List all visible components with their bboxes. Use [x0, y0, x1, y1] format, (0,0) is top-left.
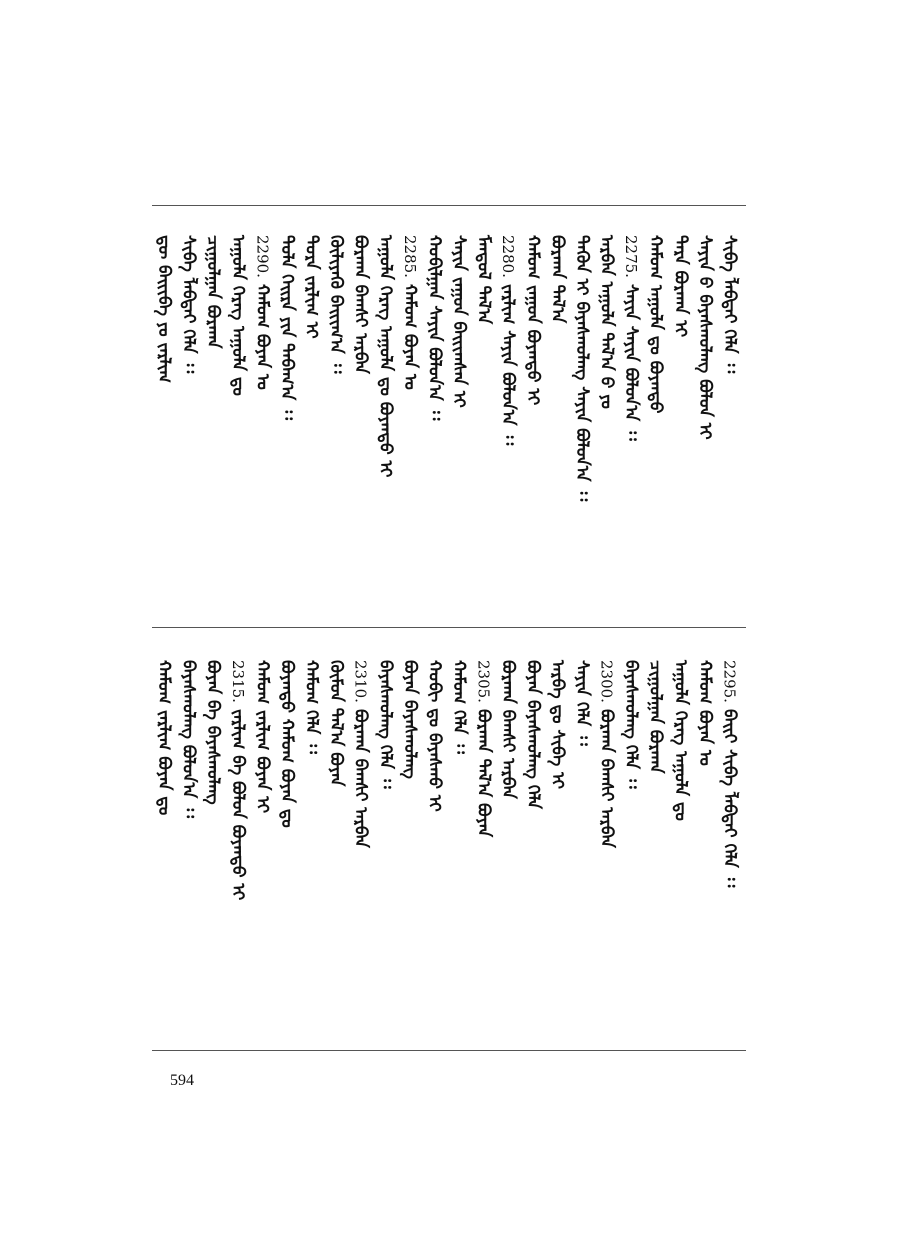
line-text: ᠪᠠᠢᠢ ᠰᠢᠪᠠ ᠯᠠᠪᠲᠠᠢ ᠬᠡᠯᠡ ᠄᠄ [719, 708, 740, 888]
line-number: 2310. [351, 660, 370, 703]
line-text: ᠬᠠᠮᠤᠭ ᠬᠡᠯᠡ ᠄᠄ [449, 660, 469, 754]
verse-line [498, 235, 518, 445]
verse-line [351, 235, 371, 374]
verse-section-top [152, 235, 746, 595]
line-number: 2290. [253, 235, 272, 278]
verse-line [326, 660, 346, 786]
verse-line [179, 660, 199, 818]
line-text: ᠬᠠᠮᠤᠭ ᠠᠭᠤᠯᠠ ᠳᠤ ᠪᠤᠶᠠᠨᠲᠤ [645, 235, 666, 414]
line-text: ᠬᠠᠮᠤᠭ ᠪᠤᠶᠠᠨ ᠤ [399, 283, 420, 390]
verse-line [154, 235, 174, 383]
line-text: ᠴᠢᠭᠤᠯᠭᠠᠨ ᠪᠤᠷᠬᠠᠨ [203, 235, 224, 349]
verse-line [351, 660, 371, 848]
verse-line [375, 235, 395, 477]
verse-line [203, 235, 223, 349]
line-text: ᠠᠭᠤᠯᠠ ᠬᠡᠷᠡᠭ ᠠᠭᠤᠯᠠ ᠳᠤ [227, 235, 248, 396]
verse-line [498, 660, 518, 799]
line-text: ᠮᠠᠨᠳᠤᠯ ᠲᠠᠯ᠎ᠠ [473, 235, 494, 325]
verse-line [400, 660, 420, 779]
line-text: ᠬᠤᠪᠢᠯᠭᠠᠨ ᠰᠠᠶᠢᠨ ᠪᠤᠯᠤᠨ᠎ᠠ ᠄᠄ [424, 235, 445, 421]
line-text: ᠪᠤᠶᠠᠨ ᠪᠠ ᠪᠠᠶᠠᠰᠬᠤᠯᠠᠩ [203, 660, 224, 805]
verse-line [547, 235, 567, 323]
line-text: ᠰᠢᠪᠠ ᠯᠠᠪᠲᠠᠢ ᠬᠡᠯᠡ ᠄᠄ [178, 235, 199, 374]
verse-line [424, 235, 444, 420]
line-text: ᠪᠤᠷᠬᠠᠨ ᠲᠠᠯ᠎ᠠ [547, 235, 568, 324]
line-text: ᠰᠢᠪᠠ ᠯᠠᠪᠲᠠᠢ ᠬᠡᠯᠡ ᠄᠄ [719, 235, 740, 374]
line-text: ᠠᠭᠤᠯᠠ ᠬᠡᠷᠡᠭ ᠠᠭᠤᠯᠠ ᠳᠤ [670, 660, 691, 821]
line-number: 2280. [499, 235, 518, 278]
verse-line [597, 660, 617, 848]
line-text: ᠰᠠᠶᠢᠨ ᠪ ᠪᠠᠶᠠᠰᠬᠤᠯᠠᠩ ᠪᠤᠯᠤᠨ ᠢ [694, 235, 715, 440]
line-text: ᠲᠤᠯᠠ ᠬᠡᠢᠷᠡ ᠶᠢᠨ ᠳᠠᠪᠠᠭ᠎ᠠ ᠄᠄ [276, 235, 297, 421]
verse-line [523, 235, 543, 405]
line-text: ᠪᠤᠷᠬᠠᠨ ᠪᠠᠭᠰᠢ ᠠᠷᠪᠠᠨ [350, 235, 371, 374]
verse-line [375, 660, 395, 789]
line-number: 2305. [474, 660, 493, 703]
verse-line [646, 660, 666, 774]
verse-line [670, 660, 690, 821]
verse-line [203, 660, 223, 805]
line-text: ᠪᠤᠶᠠᠨ ᠪᠠᠶᠠᠰᠬᠤᠯᠠᠩ ᠬᠡᠯᠡ [522, 660, 543, 810]
line-text: ᠬᠠᠮᠤᠭ ᠪᠤᠶᠠᠨ ᠤ [694, 660, 715, 766]
line-text: ᠪᠠᠶᠠᠰᠬᠤᠯᠠᠩ ᠪᠤᠯᠤᠨ᠎ᠠ ᠄᠄ [178, 660, 199, 818]
line-text: ᠰᠠᠶᠢᠨ ᠬᠡᠯᠡ ᠄᠄ [571, 660, 592, 746]
verse-line [154, 660, 174, 815]
line-text: ᠠᠷᠪᠠᠨ ᠠᠭᠤᠯᠠ ᠲᠠᠯ᠎ᠠ ᠪ ᠶᠤ [596, 235, 617, 409]
verse-line [228, 660, 248, 900]
line-text: ᠬᠠᠮᠤᠭ ᠵᠠᠭᠤᠨ ᠪᠤᠶᠠᠨᠲᠤ ᠢ [522, 235, 543, 406]
verse-line [621, 235, 641, 441]
verse-line [646, 235, 666, 413]
line-text: ᠬᠠᠮᠤᠭ ᠵᠠᠷᠯᠢᠭ ᠪᠤᠶᠠᠨ ᠳᠤ [154, 660, 174, 816]
verse-line [179, 235, 199, 373]
line-text: ᠴᠢᠭᠤᠯᠭᠠᠨ ᠪᠤᠷᠬᠠᠨ [645, 660, 666, 774]
line-text: ᠪᠤᠷᠬᠠᠨ ᠪᠠᠭᠰᠢ ᠠᠷᠪᠠᠨ [350, 708, 371, 848]
middle-divider [152, 627, 746, 628]
line-text: ᠪᠠᠶᠠᠰᠬᠤᠯᠠᠩ ᠬᠡᠯᠡ ᠄᠄ [375, 660, 396, 789]
verse-section-bottom [152, 660, 746, 1020]
line-text: ᠬᠦᠮᠦᠨ ᠲᠠᠯ᠎ᠠ ᠪᠤᠶᠠᠨ [326, 660, 347, 787]
verse-line [449, 235, 469, 408]
verse-line [326, 235, 346, 374]
line-text: ᠪᠤᠷᠬᠠᠨ ᠪᠠᠭᠰᠢ ᠠᠷᠪᠠᠨ [596, 708, 617, 848]
line-text: ᠬᠤᠪᠢ ᠳᠤ ᠪᠠᠶᠠᠰᠬᠤ ᠢ [424, 660, 445, 812]
line-text: ᠬᠠᠮᠤᠭ ᠬᠡᠯᠡ ᠄᠄ [301, 660, 322, 754]
verse-line [400, 235, 420, 390]
line-number: 2315. [228, 660, 247, 703]
line-text: ᠪᠤᠶᠠᠨᠲᠤ ᠬᠠᠮᠤᠭ ᠪᠤᠶᠠᠨ ᠳᠤ [276, 660, 297, 828]
verse-line [302, 235, 322, 339]
line-text: ᠬᠠᠮᠤᠭ ᠪᠤᠶᠠᠨ ᠤ [252, 283, 273, 390]
line-text: ᠬᠠᠮᠤᠭ ᠵᠠᠷᠯᠢᠭ ᠪᠤᠶᠠᠨ ᠢ [252, 660, 273, 814]
page-number: 594 [170, 1072, 194, 1089]
verse-line [572, 235, 592, 501]
line-text: ᠪᠤᠷᠬᠠᠨ ᠲᠠᠯ᠎ᠠ ᠪᠤᠶᠠᠨ [473, 708, 494, 838]
verse-line [474, 660, 494, 837]
verse-line [449, 660, 469, 754]
line-text: ᠵᠠᠷᠯᠢᠭ ᠪᠠ ᠪᠤᠯᠤᠨ ᠪᠤᠶᠠᠨᠲᠤ ᠢ [227, 708, 248, 901]
verse-line [719, 235, 739, 373]
line-text: ᠳᠦ ᠪᠠᠢᠢᠪᠠ ᠶᠤ ᠵᠠᠷᠯᠢᠭ [154, 235, 174, 383]
verse-line [252, 235, 272, 390]
line-text: ᠰᠠᠶᠢᠨ ᠵᠠᠭᠤᠨ ᠪᠠᠢᠢᠭᠰᠠᠨ ᠢ [449, 235, 469, 408]
line-text: ᠬᠦᠯᠢᠶᠡᠬᠦ ᠪᠠᠢᠢᠭ᠎ᠠ ᠄᠄ [326, 235, 347, 374]
line-text: ᠰᠠᠶᠢᠨ ᠰᠠᠶᠢᠨ ᠪᠤᠯᠤᠨ᠎ᠠ ᠄᠄ [621, 283, 642, 441]
verse-line [695, 660, 715, 766]
line-text: ᠠᠷᠪᠠ ᠳᠤ ᠰᠢᠪᠠ ᠢ [547, 660, 568, 789]
verse-line [228, 235, 248, 396]
line-text: ᠳᠤᠷᠠ ᠵᠠᠷᠯᠢᠭ ᠢ [301, 235, 322, 339]
line-number: 2285. [400, 235, 419, 278]
line-text: ᠲᠡᠷᠡ ᠪᠤᠷᠬᠠᠨ ᠢ [670, 235, 691, 338]
verse-line [597, 235, 617, 409]
line-text: ᠲᠡᠭᠦᠨ ᠢ ᠪᠠᠶᠠᠰᠬᠤᠯᠠᠩ ᠰᠠᠶᠢᠨ ᠪᠤᠯᠤᠨ᠎ᠠ ᠄᠄ [571, 235, 592, 502]
line-number: 2295. [720, 660, 739, 703]
verse-line [719, 660, 739, 887]
verse-line [621, 660, 641, 789]
verse-line [695, 235, 715, 440]
verse-line [277, 235, 297, 420]
verse-line [523, 660, 543, 809]
verse-line [277, 660, 297, 828]
line-text: ᠪᠤᠷᠬᠠᠨ ᠪᠠᠭᠰᠢ ᠠᠷᠪᠠᠨ [498, 660, 519, 799]
line-number: 2300. [597, 660, 616, 703]
line-text: ᠠᠭᠤᠯᠠ ᠬᠡᠷᠡᠭ ᠠᠭᠤᠯᠠ ᠳᠤ ᠪᠤᠶᠠᠨᠲᠤ ᠢ [375, 235, 396, 478]
line-text: ᠪᠤᠶᠠᠨ ᠪᠠᠶᠠᠰᠬᠤᠯᠠᠩ [399, 660, 420, 779]
verse-line [547, 660, 567, 789]
top-divider [152, 205, 746, 206]
verse-line [670, 235, 690, 337]
verse-line [474, 235, 494, 324]
line-number: 2275. [622, 235, 641, 278]
line-text: ᠵᠠᠷᠯᠢᠭ ᠰᠠᠶᠢᠨ ᠪᠤᠯᠤᠨ᠎ᠠ ᠄᠄ [498, 283, 519, 446]
verse-line [424, 660, 444, 812]
bottom-divider [152, 1050, 746, 1051]
verse-line [252, 660, 272, 813]
verse-line [572, 660, 592, 746]
line-text: ᠪᠠᠶᠠᠰᠬᠤᠯᠠᠩ ᠬᠡᠯᠡ ᠄᠄ [621, 660, 642, 789]
verse-line [302, 660, 322, 754]
